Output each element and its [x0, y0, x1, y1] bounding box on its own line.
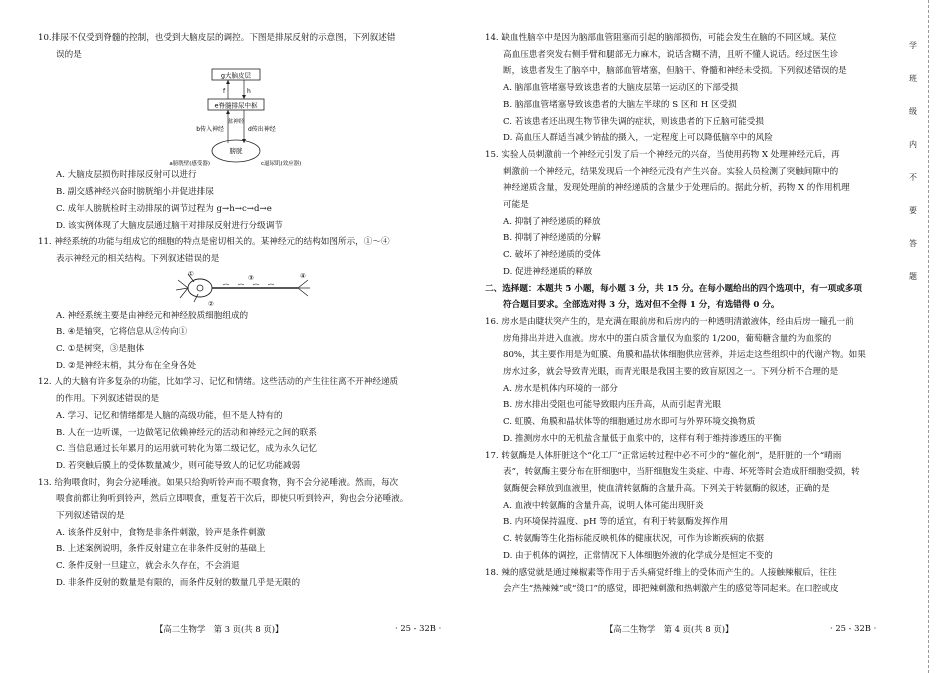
q15-stem-4: 可能是: [503, 200, 529, 211]
q10-option-c: C. 成年人膀胱检时主动排尿的调节过程为 g→h→c→d→e: [56, 203, 272, 214]
label-2: ②: [208, 299, 214, 308]
binding-margin-text: [904, 40, 922, 304]
q11-option-a: A. 神经系统主要是由神经元和神经胶质细胞组成的: [56, 310, 249, 321]
label-3: ③: [248, 273, 254, 282]
q17-option-c: C. 转氨酶等生化指标能反映机体的健康状况，可作为诊断疾病的依据: [503, 534, 764, 545]
label-1: ①: [188, 269, 194, 278]
label-4: ④: [300, 271, 306, 280]
neuron-svg: [38, 268, 453, 308]
q16-stem-2: 房角排出并进入血液。房水中的蛋白质含量仅为血浆的 1/200，葡萄糖含量约为血浆的: [503, 333, 832, 344]
q15-stem-3: 神经递质含量，发现处理前的神经递质的含量少于处理后的。据此分析，药物 X 的作用机理: [503, 183, 850, 194]
section2-heading: 二、选择题：本题共 5 小题，每小题 3 分，共 15 分。在每小题给出的四个选项中，有一项或多项: [485, 283, 863, 294]
right-footer-title: 【高二生物学 第 4 页(共 8 页)】: [605, 624, 734, 634]
bladder-label: 膀胱: [229, 147, 243, 156]
left-column: [38, 30, 453, 592]
q13-stem: 13. 给狗喂食时，狗会分泌唾液。如果只给狗听铃声而不喂食物，狗不会分泌唾液。然而，每次: [38, 477, 399, 488]
q12-stem: 12. 人的大脑有许多复杂的功能，比如学习、记忆和情绪。这些活动的产生往往离不开神经递质: [38, 377, 399, 388]
q17-stem: 17. 转氨酶是人体肝脏这个“化工厂”正常运转过程中必不可少的“催化剂”，是肝脏的一个“晴雨: [485, 450, 842, 461]
q10-option-d: D. 该实例体现了大脑皮层通过脑干对排尿反射进行分级调节: [56, 220, 283, 231]
q17-stem-3: 氨酶便会释放到血液里，使血清转氨酶的含量升高。下列关于转氨酶的叙述，正确的是: [503, 483, 830, 494]
q15-option-d: D. 促进神经递质的释放: [503, 266, 593, 277]
side-char: 不: [909, 173, 917, 182]
neuron-diagram: [38, 268, 453, 308]
q12-option-a: A. 学习、记忆和情绪都是人脑的高级功能，但不是人特有的: [56, 410, 283, 421]
f-label: f: [223, 88, 226, 96]
right-footer-code: · 25 - 32B ·: [830, 623, 877, 633]
afferent-label: b传入神经: [196, 126, 224, 134]
section2-heading-2: 符合题目要求。全部选对得 3 分，选对但不全得 1 分，有选错得 0 分。: [503, 300, 780, 311]
q10-option-b: B. 副交感神经兴奋时膀胱缩小并促进排尿: [56, 187, 214, 198]
q12-option-c: C. 当信息通过长年累月的运用就可转化为第二级记忆，成为永久记忆: [56, 444, 317, 455]
q11-option-c: C. ①是树突，③是胞体: [56, 344, 145, 355]
q14-option-a: A. 脑部血管堵塞导致该患者的大脑皮层第一运动区的下部受损: [503, 83, 739, 94]
q15-stem-2: 刺激前一个神经元，结果发现后一个神经元没有产生兴奋。实验人员检测了突触间隙中的: [503, 166, 839, 177]
q11-stem-cont: 表示神经元的相关结构。下列叙述错误的是: [56, 253, 220, 264]
h-label: h: [247, 88, 251, 96]
left-footer-title: 【高二生物学 第 3 页(共 8 页)】: [155, 624, 284, 634]
q14-option-c: C. 若该患者还出现生物节律失调的症状，则该患者的下丘脑可能受损: [503, 116, 764, 127]
pelvic-nerve-label: 盆神经: [227, 119, 245, 126]
q16-option-a: A. 房水是机体内环境的一部分: [503, 383, 618, 394]
q14-stem-3: 断，该患者发生了脑卒中，脑部血管堵塞，但脑干、脊髓和神经未受损。下列叙述错误的是: [503, 66, 847, 77]
q11-option-d: D. ②是神经末梢，其分布在全身各处: [56, 360, 197, 371]
q13-option-b: B. 上述案例说明，条件反射建立在非条件反射的基础上: [56, 544, 266, 555]
q16-stem: 16. 房水是由睫状突产生的，是充满在眼前房和后房内的一种透明清澈液体，经由后房一瞳孔一前: [485, 316, 854, 327]
q11-stem: 11. 神经系统的功能与组成它的细胞的特点是密切相关的。某神经元的结构如图所示，①～④: [38, 237, 390, 248]
q12-option-d: D. 若突触后膜上的受体数量减少，则可能导致人的记忆功能减弱: [56, 460, 301, 471]
reflex-svg: [38, 63, 453, 167]
q17-option-d: D. 由于机体的调控，正常情况下人体细胞外液的化学成分是恒定不变的: [503, 550, 773, 561]
q10-option-a: A. 大脑皮层损伤时排尿反射可以进行: [56, 170, 197, 181]
q13-stem-cont2: 下列叙述错误的是: [56, 511, 125, 522]
right-column: [485, 30, 890, 598]
seal-line: [928, 0, 929, 673]
q13-option-a: A. 该条件反射中，食物是非条件刺激，铃声是条件刺激: [56, 527, 266, 538]
q14-stem-2: 高血压患者突发右侧手臂和腿部无力麻木，说话含糊不清，且听不懂人说话。经过医生诊: [503, 49, 839, 60]
q18-stem: 18. 辣的感觉就是通过辣椒素等作用于舌头痛觉纤维上的受体而产生的。人接触辣椒后，往往: [485, 567, 837, 578]
side-char: 要: [909, 206, 917, 215]
q13-option-c: C. 条件反射一旦建立，就会永久存在，不会消退: [56, 561, 240, 572]
q17-option-b: B. 内环境保持温度、pH 等的适宜，有利于转氨酶发挥作用: [503, 517, 729, 528]
q12-stem-cont: 的作用。下列叙述错误的是: [56, 394, 160, 405]
q14-option-b: B. 脑部血管堵塞导致该患者的大脑左半球的 S 区和 H 区受损: [503, 99, 737, 110]
q16-option-c: C. 虹膜、角膜和晶状体等的细胞通过房水即可与外界环境交换物质: [503, 417, 756, 428]
q12-option-b: B. 人在一边听课，一边做笔记依赖神经元的活动和神经元之间的联系: [56, 427, 317, 438]
effector-label: c逼尿肌(效应器): [261, 161, 302, 168]
side-char: 级: [909, 107, 917, 116]
q13-stem-cont: 喂食前都让狗听到铃声，然后立即喂食，重复若干次后，即使只听到铃声，狗也会分泌唾液。: [56, 494, 409, 505]
efferent-label: d传出神经: [248, 126, 276, 134]
receptor-label: a膀胱壁(感受器): [169, 161, 210, 168]
q18-stem-2: 会产生“热辣辣”或“烫口”的感觉，即把辣刺激和热刺激产生的感觉等同起来。在口腔或皮: [503, 584, 839, 595]
q15-stem: 15. 实验人员刺激前一个神经元引发了后一个神经元的兴奋，当使用药物 X 处理神经元后，再: [485, 149, 840, 160]
q15-option-a: A. 抑制了神经递质的释放: [503, 216, 601, 227]
side-char: 答: [909, 239, 917, 248]
q17-option-a: A. 血液中转氨酶的含量升高，说明人体可能出现肝炎: [503, 500, 704, 511]
q17-stem-2: 表”，转氨酶主要分布在肝细胞中，当肝细胞发生炎症、中毒、坏死等时会造成肝细胞受损，转: [503, 467, 860, 478]
spinal-label: e脊髓排尿中枢: [214, 101, 258, 110]
q15-option-b: B. 抑制了神经递质的分解: [503, 233, 601, 244]
q16-stem-4: 房水过多，就会导致青光眼，而青光眼是我国主要的致盲原因之一。下列分析不合理的是: [503, 367, 839, 378]
q14-option-d: D. 高血压人群适当减少钠盐的摄入，一定程度上可以降低脑卒中的风险: [503, 133, 773, 144]
cortex-label: g大脑皮层: [220, 71, 252, 80]
q10-stem: 10.排尿不仅受到脊髓的控制，也受到大脑皮层的调控。下图是排尿反射的示意图，下列叙述错: [38, 33, 396, 43]
q11-option-b: B. ④是轴突，它将信息从②传向①: [56, 327, 188, 338]
q15-option-c: C. 破坏了神经递质的受体: [503, 250, 601, 261]
urination-reflex-diagram: [38, 63, 453, 167]
side-char: 班: [909, 74, 917, 83]
q10-stem-cont: 误的是: [56, 49, 82, 60]
side-char: 内: [909, 140, 917, 149]
q13-option-d: D. 非条件反射的数量是有限的，而条件反射的数量几乎是无限的: [56, 577, 301, 588]
q16-option-b: B. 房水排出受阻也可能导致眼内压升高，从而引起青光眼: [503, 400, 722, 411]
side-char: 题: [909, 272, 917, 281]
q16-option-d: D. 推测房水中的无机盐含量低于血浆中的，这样有利于维持渗透压的平衡: [503, 433, 782, 444]
q14-stem: 14. 缺血性脑卒中是因为脑部血管阻塞而引起的脑部损伤，可能会发生在脑的不同区域。某位: [485, 33, 837, 43]
side-char: 学: [909, 41, 917, 50]
q16-stem-3: 80%，其主要作用是为虹膜、角膜和晶状体细胞供应营养，并运走这些组织中的代谢产物。如果: [503, 350, 866, 361]
left-footer-code: · 25 - 32B ·: [395, 623, 442, 633]
cell-body: [188, 279, 212, 297]
